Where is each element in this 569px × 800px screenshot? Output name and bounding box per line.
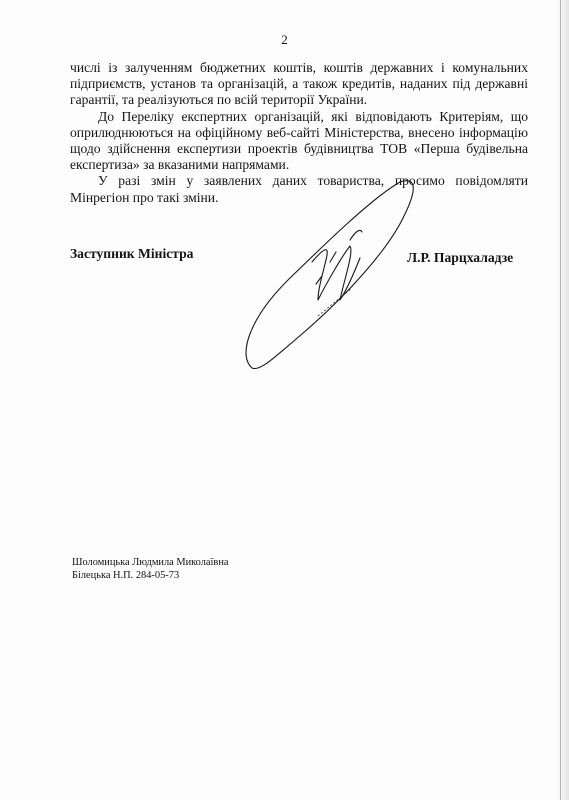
signatory-position: Заступник Міністра [70, 246, 194, 261]
letter-body [70, 60, 528, 206]
paragraph-notify-changes: У разі змін у заявлених даних товариства, просимо повідомляти Мінрегіон про такі зміни. [70, 173, 528, 205]
paragraph-continuation: числі із залученням бюджетних коштів, коштів державних і комунальних підприємств, установ та організацій, а також кредитів, наданих під державні гарантії, та реалізуються по всій території України. [70, 60, 528, 108]
executors-block [72, 556, 229, 582]
page-edge-line [560, 0, 561, 800]
executor-line: Білецька Н.П. 284-05-73 [72, 570, 180, 581]
signatory-name: Л.Р. Парцхаладзе [407, 250, 514, 265]
executor-line: Шоломицька Людмила Миколаївна [72, 557, 229, 568]
paragraph-expert-list: До Переліку експертних організацій, які відповідають Критеріям, що оприлюднюються на офіційному веб-сайті Міністерства, внесено інформацію щодо здійснення експертизи проектів будівництва ТОВ «Перша будівельна експертиза» за вказаними напрямами. [70, 108, 528, 173]
page-number: 2 [281, 32, 288, 47]
page-edge-shadow [555, 0, 569, 800]
